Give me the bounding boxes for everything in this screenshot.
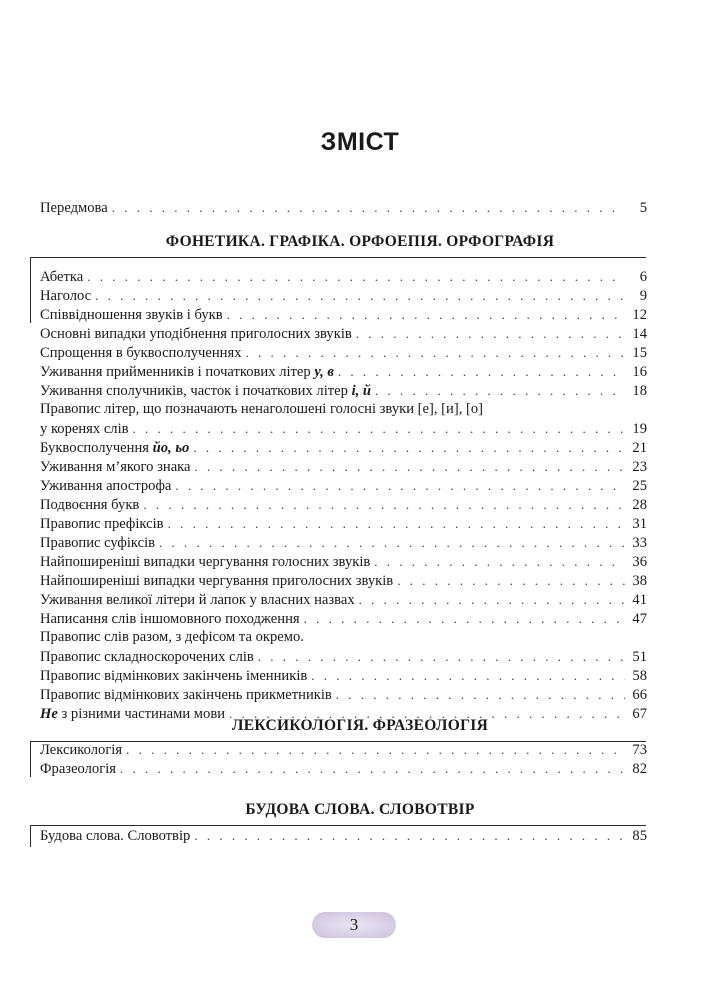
section-rule: [30, 257, 646, 258]
toc-entry-label: [40, 363, 334, 382]
toc-entry[interactable]: [40, 590, 647, 609]
toc-entry-label: [40, 572, 393, 591]
toc-entry[interactable]: [40, 647, 647, 666]
toc-entry[interactable]: [40, 495, 647, 514]
toc-entry[interactable]: [40, 286, 647, 305]
section-bar: [30, 257, 31, 323]
toc-entry[interactable]: [40, 740, 647, 759]
toc-entry-text: Будова слова. Словотвір: [40, 828, 191, 844]
leader-dots: [120, 759, 625, 778]
toc-entry-text: Уживання апострофа: [40, 478, 172, 494]
toc-entry-label: [40, 306, 223, 325]
toc-entry-label: [40, 591, 355, 610]
toc-entry[interactable]: [40, 343, 647, 362]
toc-entry-page: 16: [632, 364, 647, 380]
toc-entry-page: 9: [639, 288, 647, 304]
toc-entry-text: Написання слів іншомовного походження: [40, 611, 300, 627]
toc-entry-text: Найпоширеніші випадки чергування приголосних звуків: [40, 573, 394, 589]
toc-entry-label: [40, 628, 304, 647]
toc-entry-page: 23: [632, 459, 647, 475]
toc-entry-page: 21: [632, 440, 647, 456]
toc-entry[interactable]: [40, 381, 647, 400]
toc-entry[interactable]: [40, 759, 647, 778]
toc-entry-text: з різними частинами мови: [57, 706, 226, 722]
toc-entry-text: Наголос: [40, 288, 92, 304]
toc-entry-text: Правопис відмінкових закінчень іменників: [40, 668, 308, 684]
leader-dots: [246, 343, 626, 362]
toc-entry-text: Уживання великої літери й лапок у власних назвах: [40, 592, 355, 608]
leader-dots: [375, 381, 625, 400]
page-title: ЗМІСТ: [320, 128, 400, 156]
toc-intro: [40, 198, 647, 217]
toc-entry-page: 36: [632, 554, 647, 570]
toc-entry[interactable]: [40, 267, 647, 286]
toc-entry[interactable]: [40, 826, 647, 845]
toc-entry-page: 58: [632, 668, 647, 684]
page-number: 3: [312, 912, 396, 938]
toc-entry-page: 38: [632, 573, 647, 589]
toc-entry-page: 12: [632, 307, 647, 323]
toc-entry-label: [40, 760, 116, 779]
toc-entry-text: Буквосполучення: [40, 440, 153, 456]
toc-entry-text: Абетка: [40, 269, 84, 285]
leader-dots: [175, 476, 625, 495]
toc-entry-text: Правопис складноскорочених слів: [40, 649, 254, 665]
toc-entry-label: [40, 458, 191, 477]
toc-entry-text: Спрощення в буквосполученнях: [40, 345, 242, 361]
toc-entry-label: [40, 686, 332, 705]
leader-dots: [87, 267, 625, 286]
leader-dots: [258, 647, 625, 666]
toc-entry-page: 41: [632, 592, 647, 608]
toc-entry-text: Правопис літер, що позначають ненаголошені голосні звуки [е], [и], [о]: [40, 401, 484, 417]
toc-entry-text: Основні випадки уподібнення приголосних звуків: [40, 326, 352, 342]
leader-dots: [168, 514, 625, 533]
toc-entry-emphasis: йо, ьо: [152, 440, 190, 456]
toc-entry[interactable]: [40, 666, 647, 685]
toc-entry-label: [40, 667, 307, 686]
toc-entry-text: Найпоширеніші випадки чергування голосних звуків: [40, 554, 371, 570]
toc-entry[interactable]: [40, 305, 647, 324]
toc-entry[interactable]: [40, 609, 647, 628]
leader-dots: [336, 685, 625, 704]
toc-entry-label: [40, 610, 300, 629]
leader-dots: [356, 324, 625, 343]
toc-entry-text: Подвоєння букв: [40, 497, 140, 513]
toc-entry-label: [40, 741, 122, 760]
toc-entry-label: [40, 287, 91, 306]
section-bar: [30, 825, 31, 847]
toc-entry-page: 33: [632, 535, 647, 551]
leader-dots: [193, 438, 625, 457]
toc-entry[interactable]: [40, 628, 647, 647]
toc-entry-label: [40, 382, 371, 401]
leader-dots: [112, 198, 625, 217]
toc-entry[interactable]: [40, 533, 647, 552]
leader-dots: [159, 533, 625, 552]
toc-entry-page: 19: [632, 421, 647, 437]
toc-entry-emphasis: Не: [40, 706, 58, 722]
leader-dots: [133, 419, 625, 438]
toc-entry-text: Правопис слів разом, з дефісом та окремо.: [40, 629, 304, 645]
leader-dots: [195, 457, 625, 476]
leader-dots: [397, 571, 625, 590]
leader-dots: [374, 552, 625, 571]
toc-entry-text: Уживання сполучників, часток і початкових літер: [40, 383, 352, 399]
toc-entry-label: [40, 344, 242, 363]
leader-dots: [304, 609, 625, 628]
toc-entry-label: [40, 827, 190, 846]
toc-entry-text: Лексикологія: [40, 742, 123, 758]
toc-entry-page: 85: [632, 828, 647, 844]
toc-entry-page: 6: [639, 269, 647, 285]
toc-entry-text: Правопис відмінкових закінчень прикметників: [40, 687, 332, 703]
toc-entry-page: 18: [632, 383, 647, 399]
toc-entry-label: [40, 553, 370, 572]
toc-entry-text: Уживання прийменників і початкових літер: [40, 364, 315, 380]
toc-entry-text: у коренях слів: [40, 421, 129, 437]
toc-entry-emphasis: у, в: [314, 364, 334, 380]
leader-dots: [95, 286, 625, 305]
toc-entry[interactable]: [40, 419, 647, 438]
toc-entry-label: [40, 268, 83, 287]
toc-entry-page: 15: [632, 345, 647, 361]
toc-entry-emphasis: і, й: [351, 383, 372, 399]
toc-entry-text: Уживання м’якого знака: [40, 459, 191, 475]
toc-entry-page: 51: [632, 649, 647, 665]
toc-entry[interactable]: [40, 552, 647, 571]
toc-entry-page: 5: [639, 200, 647, 216]
leader-dots: [227, 305, 625, 324]
toc-entry-page: 82: [632, 761, 647, 777]
section-bar: [30, 741, 31, 777]
toc-entry-page: 47: [632, 611, 647, 627]
section-heading-word-formation: БУДОВА СЛОВА. СЛОВОТВІР: [245, 801, 475, 818]
toc-entry[interactable]: [40, 438, 647, 457]
toc-entry[interactable]: [40, 198, 647, 217]
leader-dots: [338, 362, 625, 381]
toc-entry[interactable]: [40, 324, 647, 343]
toc-entry-label: [40, 496, 139, 515]
toc-section-lexicology: [40, 740, 647, 778]
toc-entry-page: 14: [632, 326, 647, 342]
toc-entry-page: 28: [632, 497, 647, 513]
toc-entry-text: Правопис суфіксів: [40, 535, 156, 551]
toc-entry-page: 25: [632, 478, 647, 494]
toc-entry-text: Правопис префіксів: [40, 516, 164, 532]
toc-entry-label: [40, 325, 352, 344]
toc-entry[interactable]: [40, 457, 647, 476]
toc-section-phonetics: [40, 267, 647, 723]
toc-entry[interactable]: [40, 476, 647, 495]
toc-entry-page: 67: [632, 706, 647, 722]
toc-entry-label: [40, 420, 129, 439]
toc-entry-text: Фразеологія: [40, 761, 116, 777]
toc-entry[interactable]: [40, 514, 647, 533]
toc-entry-label: [40, 439, 189, 458]
toc-entry[interactable]: [40, 362, 647, 381]
toc-entry-label: [40, 477, 171, 496]
toc-entry[interactable]: [40, 571, 647, 590]
toc-entry-label: [40, 534, 155, 553]
leader-dots: [194, 826, 625, 845]
leader-dots: [311, 666, 625, 685]
toc-entry-label: [40, 648, 254, 667]
toc-entry-page: 73: [632, 742, 647, 758]
toc-entry-page: 31: [632, 516, 647, 532]
toc-entry-page: 66: [632, 687, 647, 703]
section-heading-phonetics: ФОНЕТИКА. ГРАФІКА. ОРФОЕПІЯ. ОРФОГРАФІЯ: [165, 233, 555, 250]
toc-section-word-formation: [40, 826, 647, 845]
toc-entry-text: Співвідношення звуків і букв: [40, 307, 223, 323]
toc-entry-label: [40, 400, 483, 419]
leader-dots: [359, 590, 625, 609]
leader-dots: [126, 740, 625, 759]
toc-entry-label: Передмова: [40, 200, 108, 216]
toc-entry[interactable]: [40, 400, 647, 419]
toc-entry-label: [40, 515, 164, 534]
section-heading-lexicology: ЛЕКСИКОЛОГІЯ. ФРАЗЕОЛОГІЯ: [231, 717, 489, 734]
toc-entry[interactable]: [40, 685, 647, 704]
leader-dots: [143, 495, 625, 514]
